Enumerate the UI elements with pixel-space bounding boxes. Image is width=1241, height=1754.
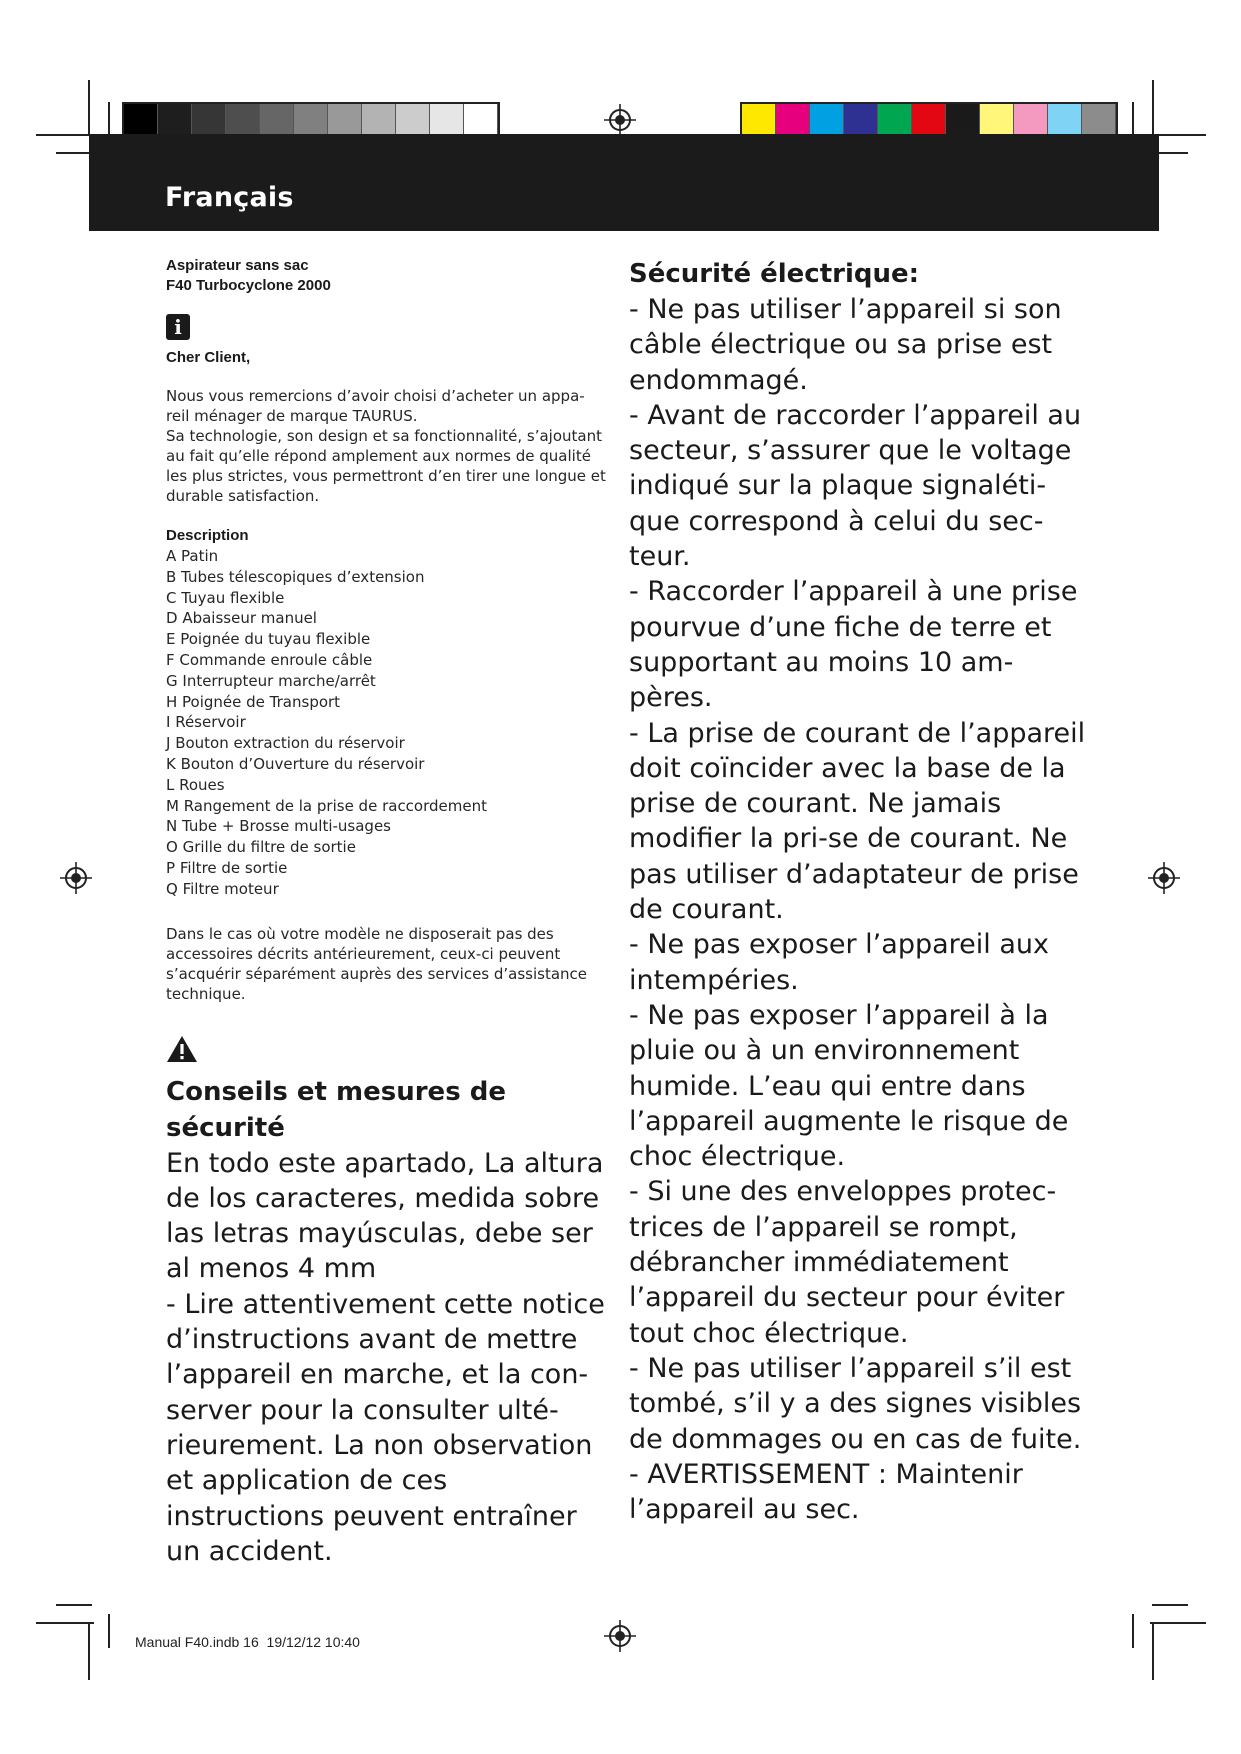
color-swatch <box>260 104 294 134</box>
intro-paragraph: Sa technologie, son design et sa fonctionnalité, s’ajoutant au fait qu’elle répond amplement aux normes de qualité les plus strictes, vous permettront d’en tirer une longue et durable satisfaction. <box>166 427 606 505</box>
crop-mark <box>56 152 92 154</box>
electrical-safety-title: Sécurité électrique: <box>629 259 920 289</box>
color-swatch <box>980 104 1014 134</box>
color-swatch <box>362 104 396 134</box>
crop-mark <box>1150 1622 1206 1624</box>
description-item: C Tuyau flexible <box>166 588 285 607</box>
registration-mark-icon <box>1148 862 1180 894</box>
electrical-safety-item: - Ne pas exposer l’appareil à la pluie ou à un environnement humide. L’eau qui entre dans l’appareil augmente le risque de choc électrique. <box>629 999 1069 1173</box>
description-item: D Abaisseur manuel <box>166 609 317 628</box>
crop-mark <box>1152 80 1154 136</box>
electrical-safety-item: - Ne pas exposer l’appareil aux intempéries. <box>629 929 1049 996</box>
color-swatch <box>1082 104 1116 134</box>
color-swatch <box>328 104 362 134</box>
color-swatch <box>742 104 776 134</box>
crop-mark <box>36 1622 94 1624</box>
print-slug-file: Manual F40.indb 16 <box>135 1634 259 1650</box>
electrical-safety-item: - Avant de raccorder l’appareil au secteur, s’assurer que le voltage indiqué sur la plaque signaléti-que correspond à celui du sec-teur. <box>629 399 1082 573</box>
color-swatch <box>158 104 192 134</box>
color-swatch <box>810 104 844 134</box>
description-item: Q Filtre moteur <box>166 879 279 898</box>
description-item: N Tube + Brosse multi-usages <box>166 817 391 836</box>
color-swatch <box>878 104 912 134</box>
safety-title: Conseils et mesures de sécurité <box>166 1076 506 1143</box>
description-item: O Grille du filtre de sortie <box>166 838 356 857</box>
crop-mark <box>36 134 94 136</box>
product-model: F40 Turbocyclone 2000 <box>166 277 331 294</box>
description-item: J Bouton extraction du réservoir <box>166 734 405 753</box>
color-swatch <box>776 104 810 134</box>
electrical-safety-item: - Ne pas utiliser l’appareil s’il est tombé, s’il y a des signes visibles de dommages ou en cas de fuite. <box>629 1352 1082 1455</box>
description-item: P Filtre de sortie <box>166 858 288 877</box>
color-swatch <box>912 104 946 134</box>
warning-icon <box>166 1034 198 1064</box>
crop-mark <box>88 1624 90 1680</box>
crop-mark <box>1132 1614 1134 1648</box>
safety-paragraph: - Lire attentivement cette notice d’instructions avant de mettre l’appareil en marche, et la con-server pour la consulter ulté-rieurement. La non observation et application de ces instructions peuvent entraîner un accident. <box>166 1288 605 1567</box>
color-swatch <box>124 104 158 134</box>
registration-mark-icon <box>604 104 636 136</box>
crop-mark <box>1152 1604 1188 1606</box>
description-title: Description <box>166 527 249 544</box>
color-swatch <box>192 104 226 134</box>
color-swatch <box>294 104 328 134</box>
electrical-safety-item: - Si une des enveloppes protec-trices de l’appareil se rompt, débrancher immédiatement l’appareil du secteur pour éviter tout choc électrique. <box>629 1176 1065 1349</box>
grayscale-color-bar <box>122 102 500 136</box>
electrical-safety-item: - AVERTISSEMENT : Maintenir l’appareil au sec. <box>629 1458 1023 1526</box>
electrical-safety-item: - Ne pas utiliser l’appareil si son câble électrique ou sa prise est endommagé. <box>629 294 1062 396</box>
description-item: M Rangement de la prise de raccordement <box>166 796 487 815</box>
greeting: Cher Client, <box>166 349 251 366</box>
description-item: F Commande enroule câble <box>166 650 373 669</box>
language-title: Français <box>165 182 294 213</box>
intro-paragraph: Nous vous remercions d’avoir choisi d’acheter un appa-reil ménager de marque TAURUS. <box>166 387 585 425</box>
product-name: Aspirateur sans sac <box>166 257 309 274</box>
color-swatch <box>226 104 260 134</box>
left-column <box>166 256 606 1569</box>
description-item: K Bouton d’Ouverture du réservoir <box>166 754 425 773</box>
description-item: A Patin <box>166 547 219 565</box>
description-item: I Réservoir <box>166 713 246 732</box>
description-item: B Tubes télescopiques d’extension <box>166 567 425 586</box>
description-item: E Poignée du tuyau flexible <box>166 630 371 649</box>
description-item: L Roues <box>166 775 225 794</box>
crop-mark <box>88 80 90 136</box>
print-slug <box>135 1634 360 1650</box>
electrical-safety-item: - Raccorder l’appareil à une prise pourvue d’une fiche de terre et supportant au moins 10 am-pères. <box>629 576 1078 714</box>
description-item: G Interrupteur marche/arrêt <box>166 671 376 690</box>
crop-mark <box>108 1614 110 1648</box>
color-swatch <box>396 104 430 134</box>
description-list <box>166 546 606 900</box>
electrical-safety-list <box>629 292 1089 1527</box>
electrical-safety-item: - La prise de courant de l’appareil doit coïncider avec la base de la prise de courant. Ne jamais modifier la pri-se de courant. Ne pas utiliser d’adaptateur de prise de courant. <box>629 717 1086 926</box>
crop-mark <box>56 1604 92 1606</box>
info-icon: i <box>166 314 190 340</box>
color-swatch <box>464 104 498 134</box>
description-note: Dans le cas où votre modèle ne disposerait pas des accessoires décrits antérieurement, ceux-ci peuvent s’acquérir séparément auprès des services d’assistance technique. <box>166 924 588 1003</box>
color-swatch <box>430 104 464 134</box>
header-banner <box>89 134 1159 231</box>
registration-mark-icon <box>60 862 92 894</box>
crop-mark <box>1132 102 1134 136</box>
process-color-bar <box>740 102 1118 136</box>
color-swatch <box>1014 104 1048 134</box>
color-swatch <box>946 104 980 134</box>
color-swatch <box>844 104 878 134</box>
crop-mark <box>108 102 110 136</box>
right-column <box>629 256 1089 1527</box>
registration-mark-icon <box>604 1620 636 1652</box>
description-item: H Poignée de Transport <box>166 692 341 711</box>
print-slug-date: 19/12/12 10:40 <box>266 1634 360 1650</box>
color-swatch <box>1048 104 1082 134</box>
safety-paragraph: En todo este apartado, La altura de los caracteres, medida sobre las letras mayúsculas, debe ser al menos 4 mm <box>166 1147 604 1285</box>
crop-mark <box>1152 1624 1154 1680</box>
